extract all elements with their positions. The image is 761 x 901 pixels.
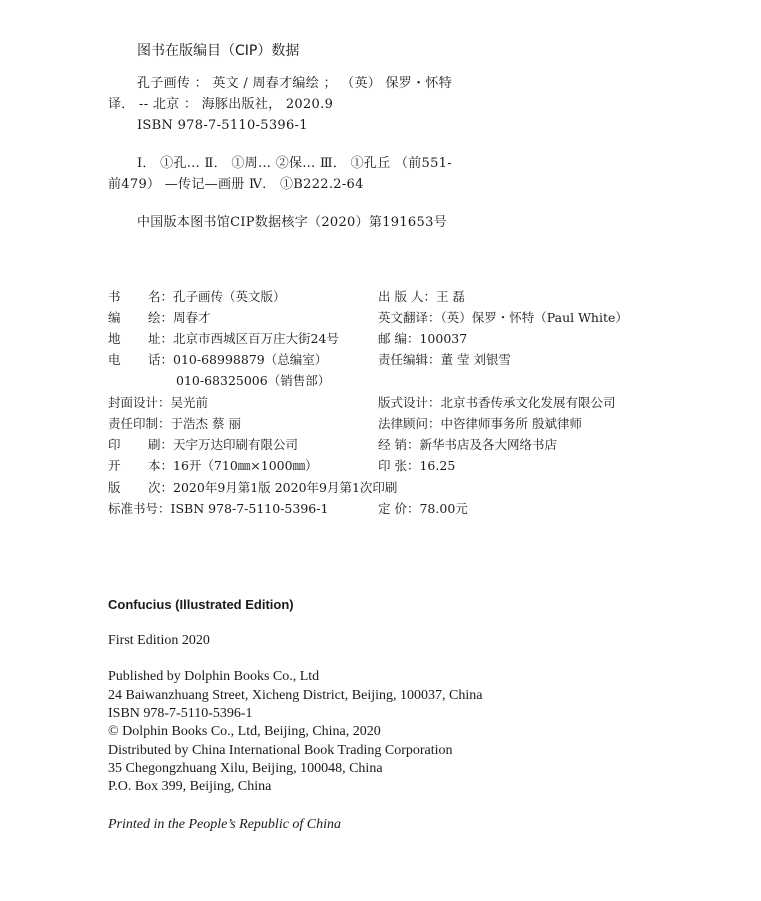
copyright-left-row: 地 址：北京市西城区百万庄大街24号 bbox=[108, 331, 339, 346]
copyright-right-row: 英文翻译：（英）保罗・怀特（Paul White） bbox=[378, 310, 628, 325]
copyright-left-row: 开 本：16开（710㎜×1000㎜） bbox=[108, 458, 318, 473]
cip-title: 图书在版编目（CIP）数据 bbox=[137, 43, 300, 59]
copyright-right-row: 出 版 人：王 磊 bbox=[378, 289, 465, 304]
copyright-right-row: 邮 编：100037 bbox=[378, 331, 468, 346]
english-line: P.O. Box 399, Beijing, China bbox=[108, 779, 272, 794]
english-line: ISBN 978-7-5110-5396-1 bbox=[108, 706, 253, 721]
copyright-left-row: 印 刷：天宇万达印刷有限公司 bbox=[108, 437, 299, 452]
english-line: © Dolphin Books Co., Ltd, Beijing, China, 2020 bbox=[108, 724, 381, 739]
english-line: Distributed by China International Book Trading Corporation bbox=[108, 743, 453, 758]
copyright-right-row: 印 张：16.25 bbox=[378, 458, 456, 473]
copyright-left-row: 书 名：孔子画传（英文版） bbox=[108, 289, 286, 304]
english-line: 35 Chegongzhuang Xilu, Beijing, 100048, China bbox=[108, 761, 383, 776]
copyright-left-row: 标准书号：ISBN 978-7-5110-5396-1 bbox=[108, 501, 329, 516]
copyright-left-row: 电 话：010-68998879（总编室） bbox=[108, 352, 328, 367]
english-edition: First Edition 2020 bbox=[108, 633, 210, 648]
printed-in: Printed in the People’s Republic of China bbox=[108, 817, 342, 832]
english-line: 24 Baiwanzhuang Street, Xicheng District, Beijing, 100037, China bbox=[108, 688, 483, 703]
copyright-left-row: 责任印制：于浩杰 蔡 丽 bbox=[108, 416, 241, 431]
cip-line-2: 译． -- 北京 ： 海豚出版社， 2020.9 bbox=[108, 97, 334, 112]
copyright-right-row: 责任编辑：董 莹 刘银雪 bbox=[378, 352, 511, 367]
cip-line-3: ISBN 978-7-5110-5396-1 bbox=[137, 118, 308, 133]
copyright-left-row: 010-68325006（销售部） bbox=[176, 373, 331, 388]
english-line: Published by Dolphin Books Co., Ltd bbox=[108, 669, 320, 684]
copyright-right-row: 法律顾问：中咨律师事务所 殷斌律师 bbox=[378, 416, 582, 431]
cip-line-1: 孔子画传 ： 英文 / 周春才编绘 ； （英） 保罗・怀特 bbox=[137, 76, 453, 91]
cip-line-5: 前479） —传记—画册 Ⅳ． ①B222.2-64 bbox=[108, 177, 364, 192]
copyright-right-row: 版式设计：北京书香传承文化发展有限公司 bbox=[378, 395, 616, 410]
copyright-right-row: 经 销：新华书店及各大网络书店 bbox=[378, 437, 557, 452]
copyright-left-row: 编 绘：周春才 bbox=[108, 310, 211, 325]
english-title: Confucius (Illustrated Edition) bbox=[108, 597, 294, 612]
cip-line-4: Ⅰ． ①孔… Ⅱ． ①周… ②保… Ⅲ． ①孔丘 （前551- bbox=[137, 156, 452, 171]
copyright-right-row: 定 价：78.00元 bbox=[378, 501, 468, 516]
copyright-left-row: 版 次：2020年9月第1版 2020年9月第1次印刷 bbox=[108, 480, 398, 495]
copyright-left-row: 封面设计：吴光前 bbox=[108, 395, 209, 410]
cip-line-6: 中国版本图书馆CIP数据核字（2020）第191653号 bbox=[137, 215, 447, 230]
